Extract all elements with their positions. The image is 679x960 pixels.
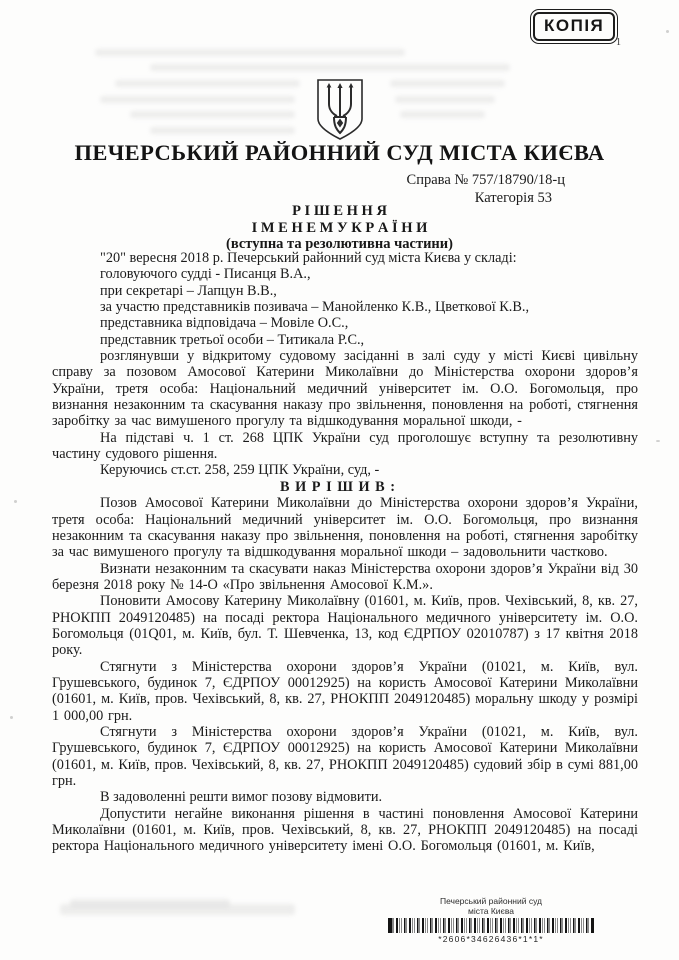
bleed-through-text	[395, 96, 495, 103]
paragraph: Стягнути з Міністерства охорони здоров’я України (01021, м. Київ, вул. Грушевського, будинок 7, ЄДРПОУ 00012925) на користь Амосової Катерини Миколаївни (01601, м. Київ, пров. Чехівський, 8, кв. 27, РНОКПП 2049120485) моральну шкоду у розмірі 1 000,00 грн.	[52, 658, 638, 724]
court-barcode-block	[386, 897, 596, 944]
page-number: 1	[616, 37, 621, 48]
scan-speck	[666, 30, 669, 33]
paragraph: за участю представників позивача – Манойленко К.В., Цветкової К.В.,	[100, 299, 530, 316]
paragraph: головуючого судді - Писанця В.А.,	[100, 266, 311, 283]
barcode-label-line2: міста Києва	[467, 905, 515, 916]
paragraph: На підставі ч. 1 ст. 268 ЦПК України суд проголошує вступну та резолютивну частину судового рішення.	[52, 429, 638, 463]
verdict-heading: В И Р І Ш И В :	[279, 478, 397, 495]
paragraph: Стягнути з Міністерства охорони здоров’я України (01021, м. Київ, вул. Грушевського, будинок 7, ЄДРПОУ 00012925) на користь Амосової Катерини Миколаївни (01601, м. Київ, пров. Чехівський, 8, кв. 27, РНОКПП 2049120485) судовий збір в сумі 881,00 грн.	[52, 723, 638, 789]
barcode-number: *2606*34626436*1*1*	[438, 934, 544, 944]
scan-speck	[656, 440, 660, 442]
decision-heading-line2: І М Е Н Е М У К Р А Ї Н И	[251, 219, 428, 236]
barcode-label-line1: Печерський районний суд	[439, 896, 543, 906]
bleed-through-text	[150, 127, 295, 134]
bleed-through-text	[60, 904, 295, 915]
scan-speck	[14, 500, 17, 503]
paragraph: Визнати незаконним та скасувати наказ Міністерства охорони здоров’я України від 30 березня 2018 року № 14-О «Про звільнення Амосової К.М.».	[52, 560, 638, 593]
scan-speck	[10, 716, 13, 719]
case-number: Справа № 757/18790/18-ц	[406, 172, 565, 188]
paragraph: при секретарі – Лапцун В.В.,	[100, 282, 277, 299]
bleed-through-text	[100, 96, 295, 103]
bleed-through-text	[95, 49, 405, 56]
court-name-title: ПЕЧЕРСЬКИЙ РАЙОННИЙ СУД МІСТА КИЄВА	[74, 140, 605, 165]
paragraph: Керуючись ст.ст. 258, 259 ЦПК України, суд, -	[100, 462, 380, 479]
paragraph: розглянувши у відкритому судовому засіданні в залі суду у місті Києві цивільну справу за позовом Амосової Катерини Миколаївни до Міністерства охорони здоров’я України, третя особа: Національний медичний університет ім. О.О. Богомольця, про визнання незаконним та скасування наказу про звільнення, поновлення на роботі, стягнення заробітку за час вимушеного прогулу та відшкодування моральної шкоди, -	[52, 348, 638, 430]
document-body	[52, 250, 638, 855]
decision-heading-line1: Р І Ш Е Н Н Я	[292, 203, 387, 219]
bleed-through-text	[400, 111, 485, 118]
barcode-icon	[388, 918, 594, 933]
paragraph: "20" вересня 2018 р. Печерський районний суд міста Києва у складі:	[100, 250, 517, 266]
paragraph: В задоволенні решти вимог позову відмовити.	[100, 789, 383, 806]
bleed-through-text	[70, 899, 230, 907]
case-category: Категорія 53	[474, 190, 552, 206]
bleed-through-text	[150, 64, 510, 71]
bleed-through-text	[115, 80, 300, 87]
decision-heading	[0, 203, 679, 253]
bleed-through-text	[130, 111, 295, 118]
bleed-through-text	[390, 80, 505, 87]
paragraph: Позов Амосової Катерини Миколаївни до Міністерства охорони здоров’я України, третя особа: Національний медичний університет ім. О.О. Богомольця, про визнання незаконним та скасування наказу про звільнення, поновлення на роботі, стягнення заробітку за час вимушеного прогулу та відшкодування моральної шкоди – задовольнити частково.	[52, 495, 638, 561]
coat-of-arms-ukraine-icon	[314, 77, 366, 148]
copy-stamp: КОПІЯ	[533, 12, 615, 41]
paragraph: представник третьої особи – Титикала Р.С.,	[100, 331, 365, 348]
paragraph: Допустити негайне виконання рішення в частині поновлення Амосової Катерини Миколаївни (01601, м. Київ, пров. Чехівський, 8, кв. 27, РНОКПП 2049120485) на посаді ректора Національного медичного університету імені О.О. Богомольця (01601, м. Київ,	[52, 805, 638, 855]
decision-heading-line3: (вступна та резолютивна частини)	[226, 236, 453, 252]
paragraph: представника відповідача – Мовіле О.С.,	[100, 315, 349, 332]
paragraph: Поновити Амосову Катерину Миколаївну (01601, м. Київ, пров. Чехівський, 8, кв. 27, РНОКПП 2049120485) на посаді ректора Національного медичного університету ім. О.О. Богомольця (01Q01, м. Київ, бул. Т. Шевченка, 13, код ЄДРПОУ 02010787) з 17 квітня 2018 року.	[52, 593, 638, 659]
